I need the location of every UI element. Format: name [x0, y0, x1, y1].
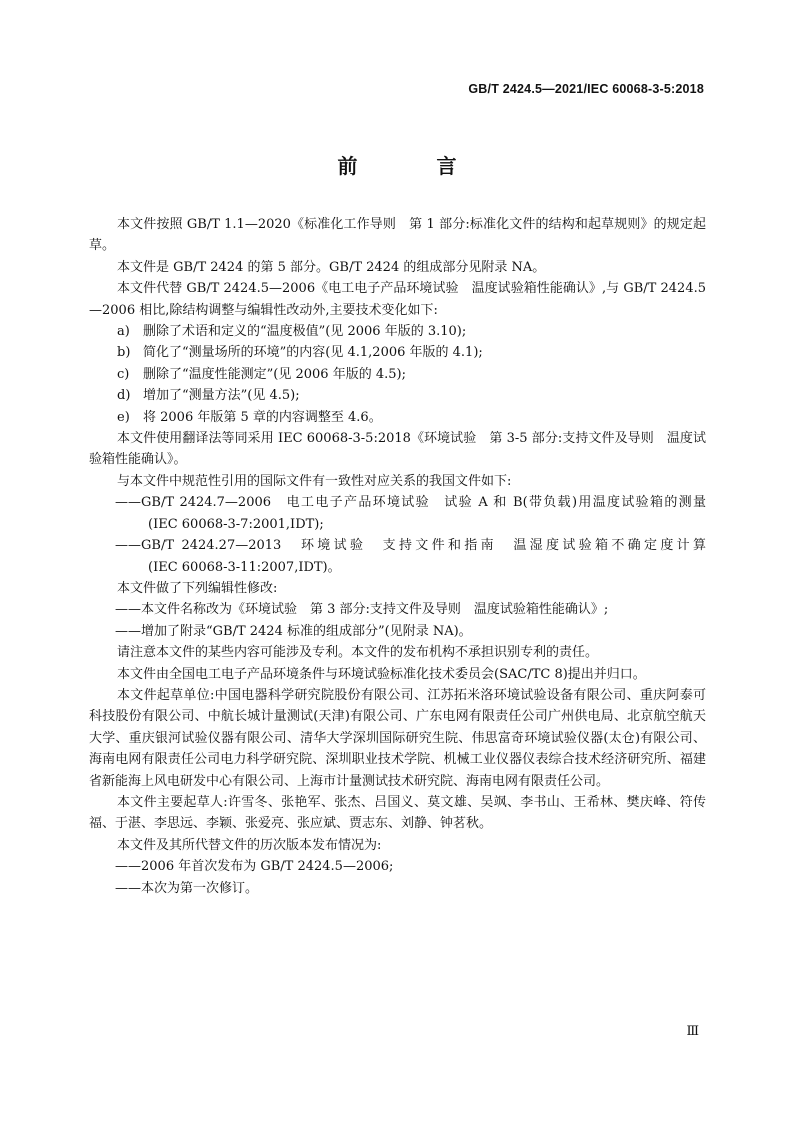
paragraph-history-intro: 本文件及其所代替文件的历次版本发布情况为:: [117, 837, 382, 853]
foreword-body: [89, 214, 706, 899]
standard-code-header: GB/T 2424.5—2021/IEC 60068-3-5:2018: [468, 82, 704, 96]
change-item-text: 删除了术语和定义的“温度极值”(见 2006 年版的 3.10);: [143, 324, 467, 340]
paragraph-series-part: 本文件是 GB/T 2424 的第 5 部分。GB/T 2424 的组成部分见附录 NA。: [117, 259, 546, 275]
paragraph-drafting-rules: 本文件按照 GB/T 1.1—2020《标准化工作导则 第 1 部分:标准化文件的结构和起草规则》的规定起草。: [89, 217, 706, 254]
reference-entry-line2: (IEC 60068-3-7:2001,IDT);: [148, 516, 324, 532]
change-item-mark: d): [117, 388, 131, 404]
change-item: [89, 342, 706, 363]
change-item-mark: b): [117, 345, 131, 361]
history-entry: ——本次为第一次修订。: [115, 880, 259, 896]
change-item-mark: a): [117, 324, 130, 340]
paragraph-proposer: 本文件由全国电工电子产品环境条件与环境试验标准化技术委员会(SAC/TC 8)提出并归口。: [117, 666, 646, 682]
paragraph-drafting-organizations: 本文件起草单位:中国电器科学研究院股份有限公司、江苏拓米洛环境试验设备有限公司、重庆阿泰可科技股份有限公司、中航长城计量测试(天津)有限公司、广东电网有限责任公司广州供电局、北京航空航天大学、重庆银河试验仪器有限公司、清华大学深圳国际研究生院、伟思富奇环境试验仪器(太仓)有限公司、海南电网有限责任公司电力科学研究院、深圳职业技术学院、机械工业仪器仪表综合技术经济研究所、福建省新能海上风电研发中心有限公司、上海市计量测试技术研究院、海南电网有限责任公司。: [89, 687, 706, 789]
change-item-text: 删除了“温度性能测定”(见 2006 年版的 4.5);: [143, 366, 406, 382]
paragraph-adoption: 本文件使用翻译法等同采用 IEC 60068-3-5:2018《环境试验 第 3-5 部分:支持文件及导则 温度试验箱性能确认》。: [89, 431, 706, 468]
editorial-change: ——本文件名称改为《环境试验 第 3 部分:支持文件及导则 温度试验箱性能确认》;: [115, 602, 609, 618]
page-number: Ⅲ: [686, 1023, 699, 1038]
change-item: [89, 321, 706, 342]
reference-entry-line1: ——GB/T 2424.27—2013 环境试验 支持文件和指南 温湿度试验箱不确定度计算: [115, 538, 706, 554]
change-item: [89, 407, 706, 428]
change-item-text: 简化了“测量场所的环境”的内容(见 4.1,2006 年版的 4.1);: [143, 345, 483, 361]
reference-entry-line2: (IEC 60068-3-11:2007,IDT)。: [148, 559, 341, 575]
paragraph-drafters: 本文件主要起草人:许雪冬、张艳军、张杰、吕国义、莫文雄、吴飒、李书山、王希林、樊庆峰、符传福、于湛、李思远、李颖、张爱亮、张应斌、贾志东、刘静、钟茗秋。: [89, 794, 706, 832]
history-entry: ——2006 年首次发布为 GB/T 2424.5—2006;: [115, 859, 394, 875]
reference-entry-line1: ——GB/T 2424.7—2006 电工电子产品环境试验 试验 A 和 B(带负载)用温度试验箱的测量: [115, 495, 706, 511]
change-item-mark: e): [117, 409, 130, 425]
paragraph-replaces: 本文件代替 GB/T 2424.5—2006《电工电子产品环境试验 温度试验箱性能确认》,与 GB/T 2424.5—2006 相比,除结构调整与编辑性改动外,主要技术变化如下:: [89, 281, 706, 318]
change-item-text: 增加了“测量方法”(见 4.5);: [143, 388, 300, 404]
paragraph-editorial-intro: 本文件做了下列编辑性修改:: [117, 580, 278, 596]
change-item: [89, 385, 706, 406]
paragraph-normative-refs-intro: 与本文件中规范性引用的国际文件有一致性对应关系的我国文件如下:: [117, 473, 512, 489]
change-item-text: 将 2006 年版第 5 章的内容调整至 4.6。: [143, 409, 382, 425]
paragraph-patent-notice: 请注意本文件的某些内容可能涉及专利。本文件的发布机构不承担识别专利的责任。: [117, 645, 599, 661]
change-item-mark: c): [117, 366, 130, 382]
page-title: 前 言: [337, 154, 493, 178]
editorial-change: ——增加了附录“GB/T 2424 标准的组成部分”(见附录 NA)。: [115, 623, 472, 639]
change-item: [89, 364, 706, 385]
